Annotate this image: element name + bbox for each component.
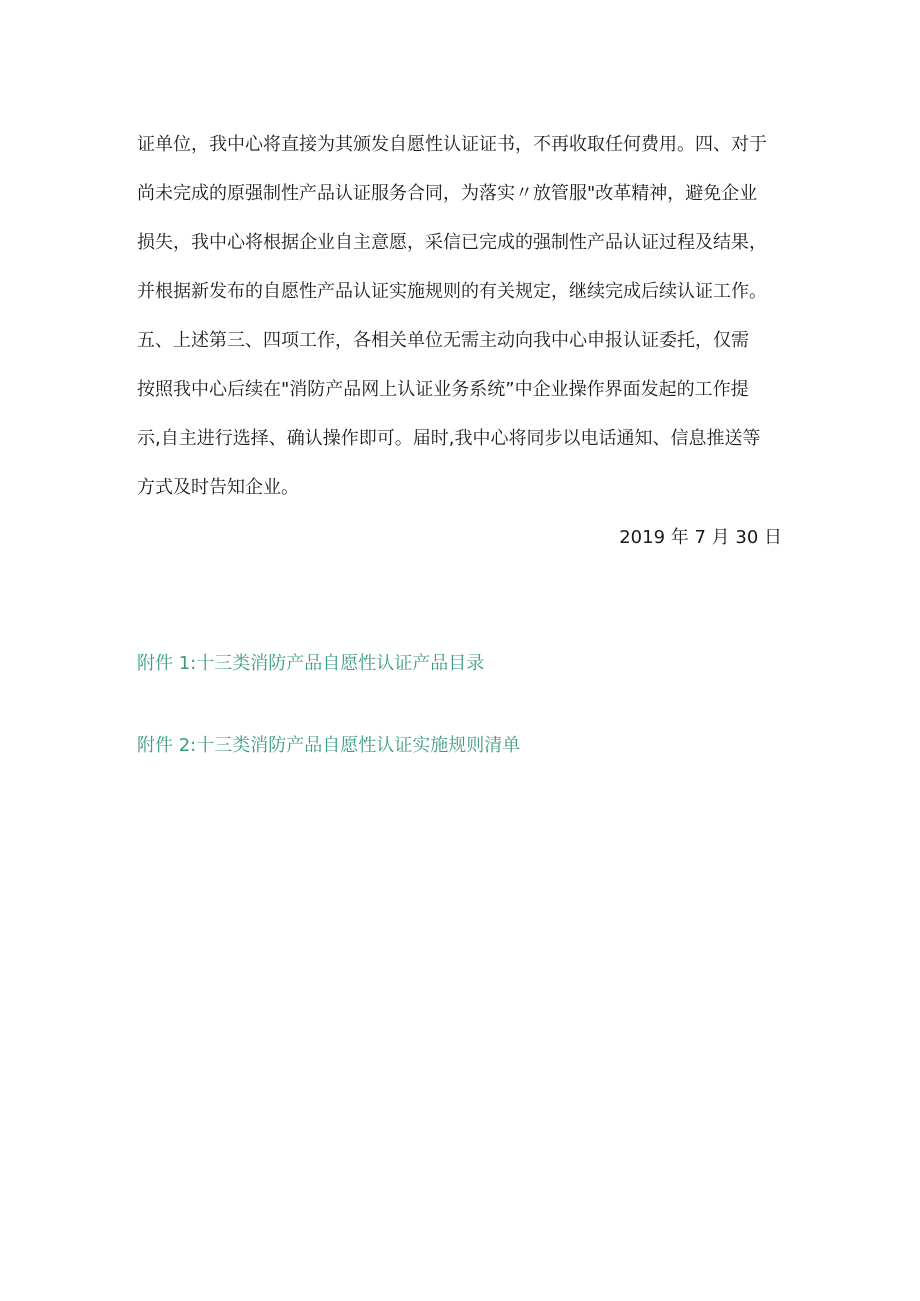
body-line-4: 并根据新发布的自愿性产品认证实施规则的有关规定，继续完成后续认证工作。 [137, 281, 767, 302]
body-line-6: 按照我中心后续在"消防产品网上认证业务系统”中企业操作界面发起的工作提 [137, 379, 749, 400]
body-line-7: 示,自主进行选择、确认操作即可。届时,我中心将同步以电话通知、信息推送等 [137, 428, 761, 449]
body-line-8: 方式及时告知企业。 [137, 477, 299, 498]
document-date: 2019 年 7 月 30 日 [619, 527, 782, 548]
attachment-link-2[interactable]: 附件 2:十三类消防产品自愿性认证实施规则清单 [137, 735, 521, 756]
body-line-3: 损失，我中心将根据企业自主意愿，采信已完成的强制性产品认证过程及结果， [137, 232, 767, 253]
body-line-5: 五、上述第三、四项工作，各相关单位无需主动向我中心申报认证委托，仅需 [137, 330, 749, 351]
body-line-2: 尚未完成的原强制性产品认证服务合同，为落实〃放管服"改革精神，避免企业 [137, 183, 758, 204]
attachment-link-1[interactable]: 附件 1:十三类消防产品自愿性认证产品目录 [137, 653, 485, 674]
body-line-1: 证单位，我中心将直接为其颁发自愿性认证证书，不再收取任何费用。四、对于 [137, 134, 767, 155]
